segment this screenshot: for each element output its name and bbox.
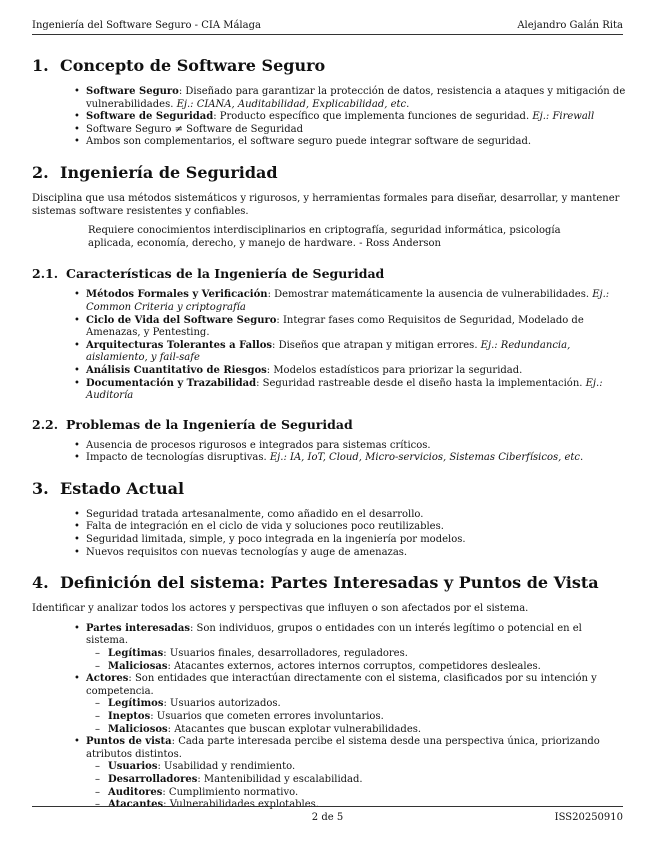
list-item: • Software de Seguridad: Producto específico que implementa funciones de seguridad. Ej.: Firewall — [86, 111, 627, 124]
list-item: • Seguridad tratada artesanalmente, como añadido en el desarrollo. — [86, 509, 627, 522]
sub-list-item: – Legítimos: Usuarios autorizados. — [108, 698, 627, 711]
sub-list-item: – Maliciosos: Atacantes que buscan explotar vulnerabilidades. — [108, 724, 627, 737]
section-4-heading: 4. Definición del sistema: Partes Interesadas y Puntos de Vista — [32, 573, 599, 593]
footer-rule — [32, 806, 623, 807]
list-item: • Impacto de tecnologías disruptivas. Ej.: IA, IoT, Cloud, Micro-servicios, Sistemas Ciberfísicos, etc. — [86, 452, 627, 465]
list-item: • Falta de integración en el ciclo de vida y soluciones poco reutilizables. — [86, 521, 627, 534]
sub-list — [86, 648, 627, 673]
sub-list-item: – Maliciosas: Atacantes externos, actores internos corruptos, competidores desleales. — [108, 661, 627, 674]
sub-list — [86, 698, 627, 736]
list-item: • Software Seguro ≠ Software de Seguridad — [86, 124, 627, 137]
section-2-paragraph: Disciplina que usa métodos sistemáticos y rigurosos, y herramientas formales para diseñar, desarrollar, y mantener sistemas software resistentes y confiables. — [32, 192, 620, 217]
section-4-paragraph: Identificar y analizar todos los actores y perspectivas que influyen o son afectados por el sistema. — [32, 603, 529, 615]
section-1-list — [32, 86, 627, 149]
list-item: • Documentación y Trazabilidad: Seguridad rastreable desde el diseño hasta la implementación. Ej.: Auditoría — [86, 378, 627, 403]
sub-list — [86, 761, 627, 811]
list-item: • Arquitecturas Tolerantes a Fallos: Diseños que atrapan y mitigan errores. Ej.: Redundancia, aislamiento, y fail-safe — [86, 340, 627, 365]
list-item: • Nuevos requisitos con nuevas tecnologías y auge de amenazas. — [86, 547, 627, 560]
section-1-heading: 1. Concepto de Software Seguro — [32, 56, 326, 75]
header-author: Alejandro Galán Rita — [517, 20, 623, 31]
page-header — [32, 20, 623, 31]
page-content — [32, 56, 627, 826]
list-item: • Análisis Cuantitativo de Riesgos: Modelos estadísticos para priorizar la seguridad. — [86, 365, 627, 378]
section-2-1-list — [32, 289, 627, 402]
section-4-list — [32, 623, 627, 812]
section-2-2-heading: 2.2. Problemas de la Ingeniería de Seguridad — [32, 416, 353, 432]
sub-list-item: – Usuarios: Usabilidad y rendimiento. — [108, 761, 627, 774]
section-3-list — [32, 509, 627, 559]
list-item: • Ambos son complementarios, el software seguro puede integrar software de seguridad. — [86, 136, 627, 149]
page-number: 2 de 5 — [311, 812, 344, 823]
list-item: • Actores: Son entidades que interactúan directamente con el sistema, clasificados por su intención y competencia. – Legítimos: Usuarios autorizados. – Ineptos: Usuarios que cometen errores involuntarios. – Maliciosos: Atacantes que buscan explotar vulnerabilidades. — [86, 673, 627, 736]
sub-list-item: – Auditores: Cumplimiento normativo. — [108, 787, 627, 800]
header-rule — [32, 34, 623, 35]
section-2-2-list — [32, 440, 627, 465]
list-item: • Puntos de vista: Cada parte interesada percibe el sistema desde una perspectiva única, priorizando atributos distintos. – Usuarios: Usabilidad y rendimiento. – Desarrolladores: Mantenibilidad y escalabilidad. – Auditores: Cumplimiento normativo. – Atacantes: Vulnerabilidades explotables. — [86, 736, 627, 812]
list-item: • Ausencia de procesos rigurosos e integrados para sistemas críticos. — [86, 440, 627, 453]
list-item: • Partes interesadas: Son individuos, grupos o entidades con un interés legítimo o potencial en el sistema. – Legítimas: Usuarios finales, desarrolladores, reguladores. – Maliciosas: Atacantes externos, actores internos corruptos, competidores desleales. — [86, 623, 627, 673]
anderson-quote: Requiere conocimientos interdisciplinarios en criptografía, seguridad informática, psicología aplicada, economía, derecho, y manejo de hardware. - Ross Anderson — [88, 225, 561, 249]
sub-list-item: – Legítimas: Usuarios finales, desarrolladores, reguladores. — [108, 648, 627, 661]
section-2-heading: 2. Ingeniería de Seguridad — [32, 162, 278, 182]
sub-list-item: – Ineptos: Usuarios que cometen errores involuntarios. — [108, 711, 627, 724]
sub-list-item: – Atacantes: Vulnerabilidades explotables. — [108, 799, 627, 812]
section-2-1-heading: 2.1. Características de la Ingeniería de Seguridad — [32, 266, 385, 282]
list-item: • Software Seguro: Diseñado para garantizar la protección de datos, resistencia a ataques y mitigación de vulnerabilidades. Ej.: CIANA, Auditabilidad, Explicabilidad, etc. — [86, 86, 627, 111]
document-code: ISS20250910 — [554, 812, 623, 823]
sub-list-item: – Desarrolladores: Mantenibilidad y escalabilidad. — [108, 774, 627, 787]
list-item: • Ciclo de Vida del Software Seguro: Integrar fases como Requisitos de Seguridad, Modelado de Amenazas, y Pentesting. — [86, 315, 627, 340]
list-item: • Seguridad limitada, simple, y poco integrada en la ingeniería por modelos. — [86, 534, 627, 547]
list-item: • Métodos Formales y Verificación: Demostrar matemáticamente la ausencia de vulnerabilidades. Ej.: Common Criteria y criptografía — [86, 289, 627, 314]
header-course: Ingeniería del Software Seguro - CIA Málaga — [32, 20, 261, 31]
section-3-heading: 3. Estado Actual — [32, 478, 185, 498]
